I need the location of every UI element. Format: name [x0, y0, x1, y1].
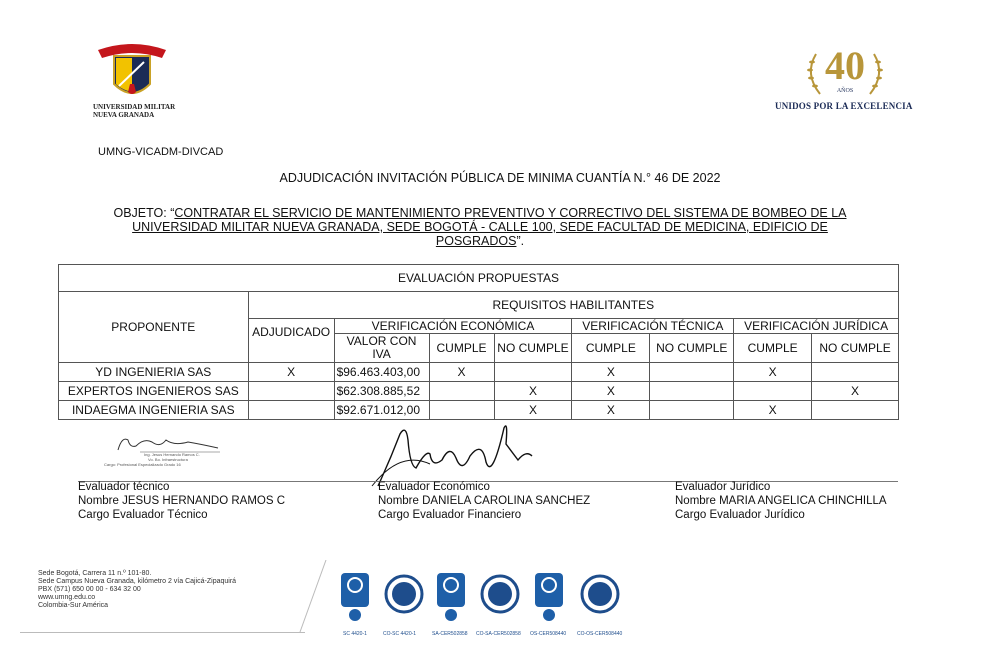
signature-role: Evaluador Económico — [378, 481, 490, 493]
cell-jur-cumple: X — [734, 401, 812, 420]
signature-name: Nombre MARIA ANGELICA CHINCHILLA — [675, 495, 887, 507]
icontec-iso45001-seal — [534, 572, 564, 627]
header-jur-cumple: CUMPLE — [734, 334, 812, 363]
signature-cargo: Cargo Evaluador Financiero — [378, 509, 522, 521]
header-eco-no-cumple: NO CUMPLE — [494, 334, 572, 363]
cell-tec-no-cumple — [650, 401, 734, 420]
signature-juridico — [675, 480, 887, 522]
anniversary-number: 40 — [825, 43, 865, 88]
document-objeto — [90, 206, 870, 248]
university-logo-text: UNIVERSIDAD MILITAR NUEVA GRANADA — [93, 103, 176, 119]
footer-address — [38, 570, 236, 610]
objeto-text: CONTRATAR EL SERVICIO DE MANTENIMIENTO PREVENTIVO Y CORRECTIVO DEL SISTEMA DE BOMBEO DE LA UNIVERSIDAD MILITAR NUEVA GRANADA, SEDE BOGOTÁ - CALLE 100, SEDE FACULTAD DE MEDICINA, EDIFICIO DE POSGRADOS — [132, 206, 847, 248]
iqnet-seal — [384, 572, 424, 627]
objeto-prefix: OBJETO: “ — [113, 206, 175, 220]
cell-eco-cumple — [429, 401, 494, 420]
header-ver-juridica: VERIFICACIÓN JURÍDICA — [734, 319, 899, 334]
cell-jur-cumple: X — [734, 363, 812, 382]
anniversary-sub: AÑOS — [836, 88, 854, 94]
cell-jur-no-cumple: X — [812, 382, 899, 401]
cell-jur-no-cumple — [812, 401, 899, 420]
cell-proponente: EXPERTOS INGENIEROS SAS — [59, 382, 249, 401]
footer-line: Sede Bogotá, Carrera 11 n.º 101-80. — [38, 570, 152, 577]
cell-tec-no-cumple — [650, 363, 734, 382]
economic-signature — [370, 420, 540, 488]
cell-eco-no-cumple: X — [494, 401, 572, 420]
document-code: UMNG-VICADM-DIVCAD — [98, 146, 224, 158]
cell-tec-cumple: X — [572, 401, 650, 420]
header-jur-no-cumple: NO CUMPLE — [812, 334, 899, 363]
iqnet-seal — [580, 572, 620, 627]
cell-valor: $62.308.885,52 — [334, 382, 429, 401]
cell-tec-cumple: X — [572, 363, 650, 382]
cell-tec-no-cumple — [650, 382, 734, 401]
cell-eco-no-cumple — [494, 363, 572, 382]
stamp-line-2: Vo. Bo. Infraestructura — [148, 457, 188, 462]
cell-jur-cumple — [734, 382, 812, 401]
stamp-line-3: Cargo: Profesional Especializado Grado 16 — [104, 462, 181, 467]
stamp-line-1: Ing. Jesus Hernando Ramos C. — [144, 452, 200, 457]
cell-adjudicado: X — [248, 363, 334, 382]
footer-line: PBX (571) 650 00 00 - 634 32 00 — [38, 586, 141, 593]
header-tec-cumple: CUMPLE — [572, 334, 650, 363]
document-title: ADJUDICACIÓN INVITACIÓN PÚBLICA DE MINIMA CUANTÍA N.° 46 DE 2022 — [279, 171, 721, 185]
header-ver-economica: VERIFICACIÓN ECONÓMICA — [334, 319, 572, 334]
signature-economico — [378, 480, 590, 522]
header-requisitos: REQUISITOS HABILITANTES — [248, 292, 898, 319]
cell-jur-no-cumple — [812, 363, 899, 382]
evaluation-table — [58, 264, 899, 420]
technical-signature — [100, 432, 260, 472]
header-adjudicado: ADJUDICADO — [248, 319, 334, 363]
cell-valor: $92.671.012,00 — [334, 401, 429, 420]
signature-cargo: Cargo Evaluador Técnico — [78, 509, 208, 521]
signature-tecnico — [78, 480, 285, 522]
signature-role: Evaluador Jurídico — [675, 481, 771, 493]
table-row — [59, 401, 899, 420]
header-proponente: PROPONENTE — [59, 292, 249, 363]
cert-code: CO-SA-CER502858 — [476, 631, 521, 637]
cell-tec-cumple: X — [572, 382, 650, 401]
header-tec-no-cumple: NO CUMPLE — [650, 334, 734, 363]
cert-code: CO-SC 4420-1 — [383, 631, 417, 637]
header-ver-tecnica: VERIFICACIÓN TÉCNICA — [572, 319, 734, 334]
table-row — [59, 363, 899, 382]
footer-divider — [20, 632, 305, 633]
cell-proponente: YD INGENIERIA SAS — [59, 363, 249, 382]
cert-code: SC 4420-1 — [343, 631, 367, 637]
cell-adjudicado — [248, 401, 334, 420]
footer-line: Colombia-Sur América — [38, 602, 109, 609]
anniversary-tagline: UNIDOS POR LA EXCELENCIA — [775, 101, 913, 111]
cell-adjudicado — [248, 382, 334, 401]
table-title: EVALUACIÓN PROPUESTAS — [59, 265, 899, 292]
cell-eco-cumple: X — [429, 363, 494, 382]
cert-code: OS-CER508440 — [530, 631, 567, 637]
signature-role: Evaluador técnico — [78, 481, 170, 493]
cell-eco-cumple — [429, 382, 494, 401]
signature-name: Nombre DANIELA CAROLINA SANCHEZ — [378, 495, 591, 507]
footer-slash — [296, 560, 330, 632]
signature-cargo: Cargo Evaluador Jurídico — [675, 509, 805, 521]
cell-valor: $96.463.403,00 — [334, 363, 429, 382]
objeto-suffix: ”. — [516, 234, 525, 248]
icontec-iso9001-seal — [340, 572, 370, 627]
cell-eco-no-cumple: X — [494, 382, 572, 401]
cert-code: SA-CER502858 — [432, 631, 468, 637]
header-eco-cumple: CUMPLE — [429, 334, 494, 363]
footer-line: www.umng.edu.co — [38, 594, 96, 601]
icontec-iso14001-seal — [436, 572, 466, 627]
iqnet-seal — [480, 572, 520, 627]
footer-line: Sede Campus Nueva Granada, kilómetro 2 vía Cajicá-Zipaquirá — [38, 578, 237, 585]
signature-name: Nombre JESUS HERNANDO RAMOS C — [78, 495, 286, 507]
header-valor: VALOR CON IVA — [334, 334, 429, 363]
cell-proponente: INDAEGMA INGENIERIA SAS — [59, 401, 249, 420]
table-row — [59, 382, 899, 401]
cert-code: CO-OS-CER508440 — [577, 631, 623, 637]
